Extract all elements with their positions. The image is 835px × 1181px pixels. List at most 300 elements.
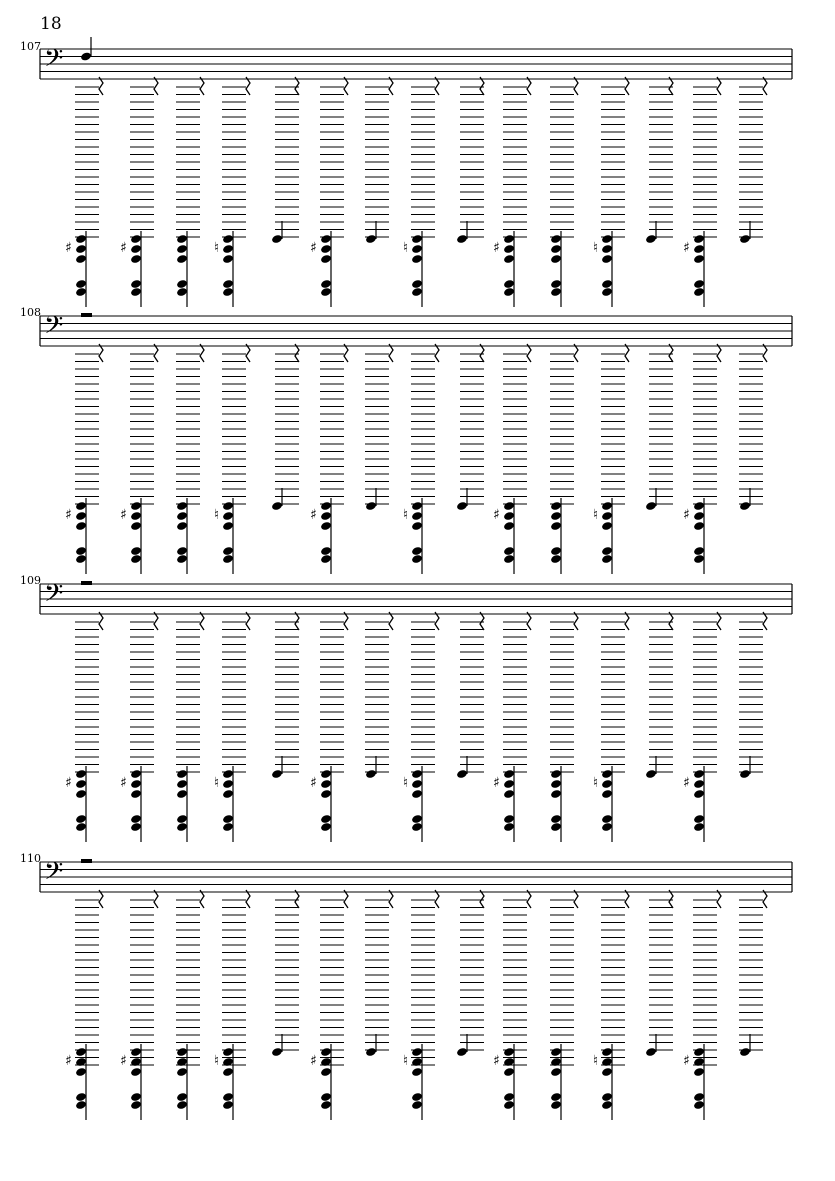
- measure-number-108: 108: [20, 306, 41, 319]
- sharp-accidental: ♯: [65, 775, 72, 791]
- notehead: [550, 1057, 562, 1067]
- notehead: [550, 554, 562, 564]
- notehead: [645, 769, 657, 779]
- notehead: [456, 501, 468, 511]
- chord: [310, 344, 348, 574]
- chord: [550, 344, 578, 574]
- notehead: [176, 789, 188, 799]
- notehead: [693, 287, 705, 297]
- chord: [645, 344, 673, 511]
- notehead: [503, 822, 515, 832]
- notehead: [75, 1100, 87, 1110]
- notehead: [411, 1092, 423, 1102]
- grace-rest: [435, 890, 439, 908]
- notehead: [503, 1100, 515, 1110]
- chord: [645, 890, 673, 1057]
- natural-accidental: ♮: [403, 1053, 409, 1069]
- notehead: [411, 779, 423, 789]
- natural-accidental: ♮: [593, 1053, 599, 1069]
- notehead: [320, 244, 332, 254]
- chord: [593, 890, 629, 1120]
- notehead: [601, 511, 613, 521]
- whole-rest: [81, 859, 92, 863]
- notehead: [550, 501, 562, 511]
- natural-accidental: ♮: [214, 1053, 220, 1069]
- notehead: [739, 234, 751, 244]
- notehead: [75, 1047, 87, 1057]
- notehead: [176, 779, 188, 789]
- notehead: [75, 814, 87, 824]
- notehead: [271, 501, 283, 511]
- notehead: [320, 521, 332, 531]
- notehead: [320, 254, 332, 264]
- notehead: [550, 1067, 562, 1077]
- notehead: [320, 822, 332, 832]
- grace-rest: [200, 890, 204, 908]
- notehead: [75, 1092, 87, 1102]
- grace-rest: [246, 77, 250, 95]
- notehead: [693, 1057, 705, 1067]
- notehead: [320, 1047, 332, 1057]
- grace-rest: [389, 77, 393, 95]
- chord: [550, 77, 578, 307]
- notehead: [176, 822, 188, 832]
- system-110: [40, 857, 792, 1120]
- chord: [120, 344, 158, 574]
- notehead: [130, 822, 142, 832]
- grace-rest: [717, 77, 721, 95]
- notehead: [503, 1057, 515, 1067]
- notehead: [176, 1100, 188, 1110]
- bass-clef: 𝄢: [44, 857, 64, 892]
- notehead: [411, 254, 423, 264]
- notehead: [222, 521, 234, 531]
- notehead: [320, 1100, 332, 1110]
- notehead: [130, 511, 142, 521]
- notehead: [601, 521, 613, 531]
- bass-clef: 𝄢: [44, 44, 64, 79]
- grace-rest: [246, 890, 250, 908]
- chord: [176, 77, 204, 307]
- sharp-accidental: ♯: [493, 507, 500, 523]
- notehead: [693, 1067, 705, 1077]
- grace-rest: [625, 344, 629, 362]
- grace-rest: [527, 890, 531, 908]
- chord: [176, 344, 204, 574]
- grace-rest: [99, 612, 103, 630]
- notehead: [222, 1100, 234, 1110]
- notehead: [503, 234, 515, 244]
- notehead: [222, 234, 234, 244]
- sharp-accidental: ♯: [120, 240, 127, 256]
- grace-rest: [389, 890, 393, 908]
- notehead: [503, 501, 515, 511]
- grace-rest: [154, 612, 158, 630]
- chord: [65, 344, 103, 574]
- notehead: [601, 254, 613, 264]
- chord: [65, 890, 103, 1120]
- chord: [593, 344, 629, 574]
- sharp-accidental: ♯: [683, 507, 690, 523]
- notehead: [550, 1100, 562, 1110]
- grace-rest: [527, 77, 531, 95]
- notehead: [130, 254, 142, 264]
- chord: [65, 612, 103, 842]
- grace-rest: [295, 890, 299, 908]
- notehead: [411, 287, 423, 297]
- natural-accidental: ♮: [403, 240, 409, 256]
- sharp-accidental: ♯: [120, 775, 127, 791]
- notehead: [645, 234, 657, 244]
- sharp-accidental: ♯: [683, 775, 690, 791]
- notehead: [320, 769, 332, 779]
- chord: [176, 612, 204, 842]
- grace-rest: [154, 77, 158, 95]
- chord: [214, 612, 250, 842]
- notehead: [550, 769, 562, 779]
- notehead: [222, 1092, 234, 1102]
- notehead: [176, 244, 188, 254]
- notehead: [320, 1092, 332, 1102]
- notehead: [176, 234, 188, 244]
- notehead: [176, 1057, 188, 1067]
- notehead: [503, 287, 515, 297]
- notehead: [503, 1092, 515, 1102]
- chord: [739, 77, 767, 244]
- notehead: [176, 521, 188, 531]
- notehead: [222, 244, 234, 254]
- notehead: [693, 511, 705, 521]
- chord: [120, 77, 158, 307]
- notehead: [645, 1047, 657, 1057]
- notehead: [320, 814, 332, 824]
- notehead: [601, 814, 613, 824]
- notehead: [75, 234, 87, 244]
- notehead: [550, 279, 562, 289]
- natural-accidental: ♮: [214, 507, 220, 523]
- chord: [493, 344, 531, 574]
- bass-clef: 𝄢: [44, 579, 64, 614]
- notehead: [365, 1047, 377, 1057]
- notehead: [739, 1047, 751, 1057]
- chord: [683, 77, 721, 307]
- chord: [120, 890, 158, 1120]
- chord: [739, 890, 767, 1057]
- grace-rest: [200, 77, 204, 95]
- notehead: [222, 779, 234, 789]
- notehead: [130, 1100, 142, 1110]
- notehead: [411, 234, 423, 244]
- chord: [65, 77, 103, 307]
- notehead: [503, 769, 515, 779]
- chord: [403, 612, 439, 842]
- notehead: [693, 814, 705, 824]
- chord: [214, 890, 250, 1120]
- notehead: [75, 287, 87, 297]
- notehead: [176, 279, 188, 289]
- grace-rest: [669, 344, 673, 362]
- notehead: [222, 814, 234, 824]
- notehead: [503, 254, 515, 264]
- notehead: [222, 254, 234, 264]
- notehead: [130, 244, 142, 254]
- notehead: [601, 1057, 613, 1067]
- grace-rest: [99, 77, 103, 95]
- grace-rest: [574, 890, 578, 908]
- notehead: [75, 501, 87, 511]
- chord: [739, 612, 767, 779]
- chord: [365, 890, 393, 1057]
- grace-rest: [389, 612, 393, 630]
- notehead: [411, 822, 423, 832]
- notehead: [411, 554, 423, 564]
- grace-rest: [717, 612, 721, 630]
- notehead: [130, 1067, 142, 1077]
- notehead: [222, 1047, 234, 1057]
- sharp-accidental: ♯: [65, 1053, 72, 1069]
- grace-rest: [763, 344, 767, 362]
- chord: [550, 612, 578, 842]
- notehead: [176, 546, 188, 556]
- page-number: 18: [40, 14, 62, 34]
- notehead: [411, 501, 423, 511]
- notehead: [176, 1067, 188, 1077]
- notehead: [271, 769, 283, 779]
- grace-rest: [625, 77, 629, 95]
- grace-rest: [763, 612, 767, 630]
- grace-rest: [480, 344, 484, 362]
- notehead: [503, 279, 515, 289]
- sharp-accidental: ♯: [65, 507, 72, 523]
- chord: [645, 612, 673, 779]
- notehead: [222, 822, 234, 832]
- grace-rest: [669, 890, 673, 908]
- notehead: [550, 244, 562, 254]
- notehead: [503, 244, 515, 254]
- notehead: [222, 1057, 234, 1067]
- sharp-accidental: ♯: [683, 1053, 690, 1069]
- notehead: [75, 511, 87, 521]
- sharp-accidental: ♯: [120, 1053, 127, 1069]
- notehead: [320, 279, 332, 289]
- bass-clef: 𝄢: [44, 311, 64, 346]
- notehead: [222, 546, 234, 556]
- grace-rest: [480, 612, 484, 630]
- notehead: [693, 244, 705, 254]
- notehead: [411, 511, 423, 521]
- notehead: [601, 1047, 613, 1057]
- chord: [683, 612, 721, 842]
- notehead: [601, 1100, 613, 1110]
- notehead: [75, 769, 87, 779]
- natural-accidental: ♮: [214, 240, 220, 256]
- notehead: [503, 814, 515, 824]
- measure-number-107: 107: [20, 40, 41, 53]
- chord: [271, 612, 299, 779]
- notehead: [365, 501, 377, 511]
- grace-rest: [527, 344, 531, 362]
- chord: [365, 77, 393, 244]
- notehead: [130, 501, 142, 511]
- sharp-accidental: ♯: [120, 507, 127, 523]
- grace-rest: [669, 612, 673, 630]
- grace-rest: [480, 77, 484, 95]
- notehead: [693, 769, 705, 779]
- notehead: [75, 1057, 87, 1067]
- notehead: [320, 1067, 332, 1077]
- notehead: [176, 554, 188, 564]
- grace-rest: [344, 890, 348, 908]
- notehead: [176, 1092, 188, 1102]
- notehead: [411, 279, 423, 289]
- system-109: [40, 579, 792, 842]
- natural-accidental: ♮: [593, 507, 599, 523]
- whole-rest: [81, 313, 92, 317]
- system-107: [40, 37, 792, 307]
- notehead: [503, 1067, 515, 1077]
- chord: [271, 344, 299, 511]
- notehead: [222, 501, 234, 511]
- system-108: [40, 311, 792, 574]
- notehead: [411, 814, 423, 824]
- notehead: [130, 279, 142, 289]
- notehead: [320, 546, 332, 556]
- notehead: [130, 554, 142, 564]
- notehead: [365, 234, 377, 244]
- notehead: [176, 501, 188, 511]
- notehead: [550, 1092, 562, 1102]
- notehead: [503, 779, 515, 789]
- notehead: [503, 511, 515, 521]
- notehead: [550, 521, 562, 531]
- notehead: [222, 1067, 234, 1077]
- notehead: [130, 769, 142, 779]
- notehead: [550, 779, 562, 789]
- notehead: [550, 822, 562, 832]
- measure-number-110: 110: [20, 852, 41, 865]
- grace-rest: [295, 77, 299, 95]
- chord: [365, 344, 393, 511]
- notehead: [75, 546, 87, 556]
- notehead: [130, 287, 142, 297]
- sharp-accidental: ♯: [493, 240, 500, 256]
- notehead: [222, 279, 234, 289]
- grace-rest: [763, 890, 767, 908]
- notehead: [320, 501, 332, 511]
- grace-rest: [717, 344, 721, 362]
- notehead: [130, 1047, 142, 1057]
- notehead: [601, 279, 613, 289]
- notehead: [693, 1092, 705, 1102]
- natural-accidental: ♮: [214, 775, 220, 791]
- notehead: [456, 769, 468, 779]
- grace-rest: [763, 77, 767, 95]
- chord: [403, 344, 439, 574]
- notehead: [693, 501, 705, 511]
- notehead: [693, 234, 705, 244]
- notehead: [176, 254, 188, 264]
- notehead: [411, 1047, 423, 1057]
- notehead: [693, 254, 705, 264]
- notehead: [456, 234, 468, 244]
- grace-rest: [246, 612, 250, 630]
- sharp-accidental: ♯: [310, 775, 317, 791]
- notehead: [365, 769, 377, 779]
- notehead: [130, 1057, 142, 1067]
- notehead: [130, 546, 142, 556]
- chord: [403, 77, 439, 307]
- notehead: [320, 789, 332, 799]
- grace-rest: [200, 344, 204, 362]
- sharp-accidental: ♯: [493, 1053, 500, 1069]
- notehead: [130, 789, 142, 799]
- notehead: [411, 546, 423, 556]
- notehead: [320, 554, 332, 564]
- grace-rest: [435, 77, 439, 95]
- chord: [683, 344, 721, 574]
- notehead: [75, 244, 87, 254]
- notehead: [80, 51, 92, 61]
- notehead: [176, 1047, 188, 1057]
- grace-rest: [154, 344, 158, 362]
- grace-rest: [344, 612, 348, 630]
- chord: [739, 344, 767, 511]
- notehead: [411, 789, 423, 799]
- natural-accidental: ♮: [593, 240, 599, 256]
- notehead: [130, 1092, 142, 1102]
- notehead: [601, 769, 613, 779]
- notehead: [222, 511, 234, 521]
- notehead: [130, 779, 142, 789]
- notehead: [693, 779, 705, 789]
- notehead: [693, 546, 705, 556]
- notehead: [550, 546, 562, 556]
- notehead: [222, 554, 234, 564]
- notehead: [550, 287, 562, 297]
- grace-rest: [344, 344, 348, 362]
- notehead: [601, 1092, 613, 1102]
- chord: [310, 890, 348, 1120]
- notehead: [411, 1057, 423, 1067]
- sharp-accidental: ♯: [310, 240, 317, 256]
- notehead: [176, 511, 188, 521]
- chord: [550, 890, 578, 1120]
- chord: [493, 890, 531, 1120]
- notehead: [601, 822, 613, 832]
- notehead: [75, 779, 87, 789]
- notehead: [75, 254, 87, 264]
- notehead: [320, 234, 332, 244]
- notehead: [693, 1100, 705, 1110]
- notehead: [550, 814, 562, 824]
- notehead: [503, 1047, 515, 1057]
- grace-rest: [295, 344, 299, 362]
- notehead: [75, 1067, 87, 1077]
- grace-rest: [574, 612, 578, 630]
- grace-rest: [344, 77, 348, 95]
- notehead: [271, 234, 283, 244]
- notehead: [601, 554, 613, 564]
- chord: [593, 612, 629, 842]
- notehead: [75, 279, 87, 289]
- notehead: [176, 287, 188, 297]
- whole-rest: [81, 581, 92, 585]
- notehead: [693, 279, 705, 289]
- sharp-accidental: ♯: [310, 507, 317, 523]
- chord: [493, 77, 531, 307]
- chord: [176, 890, 204, 1120]
- chord: [403, 890, 439, 1120]
